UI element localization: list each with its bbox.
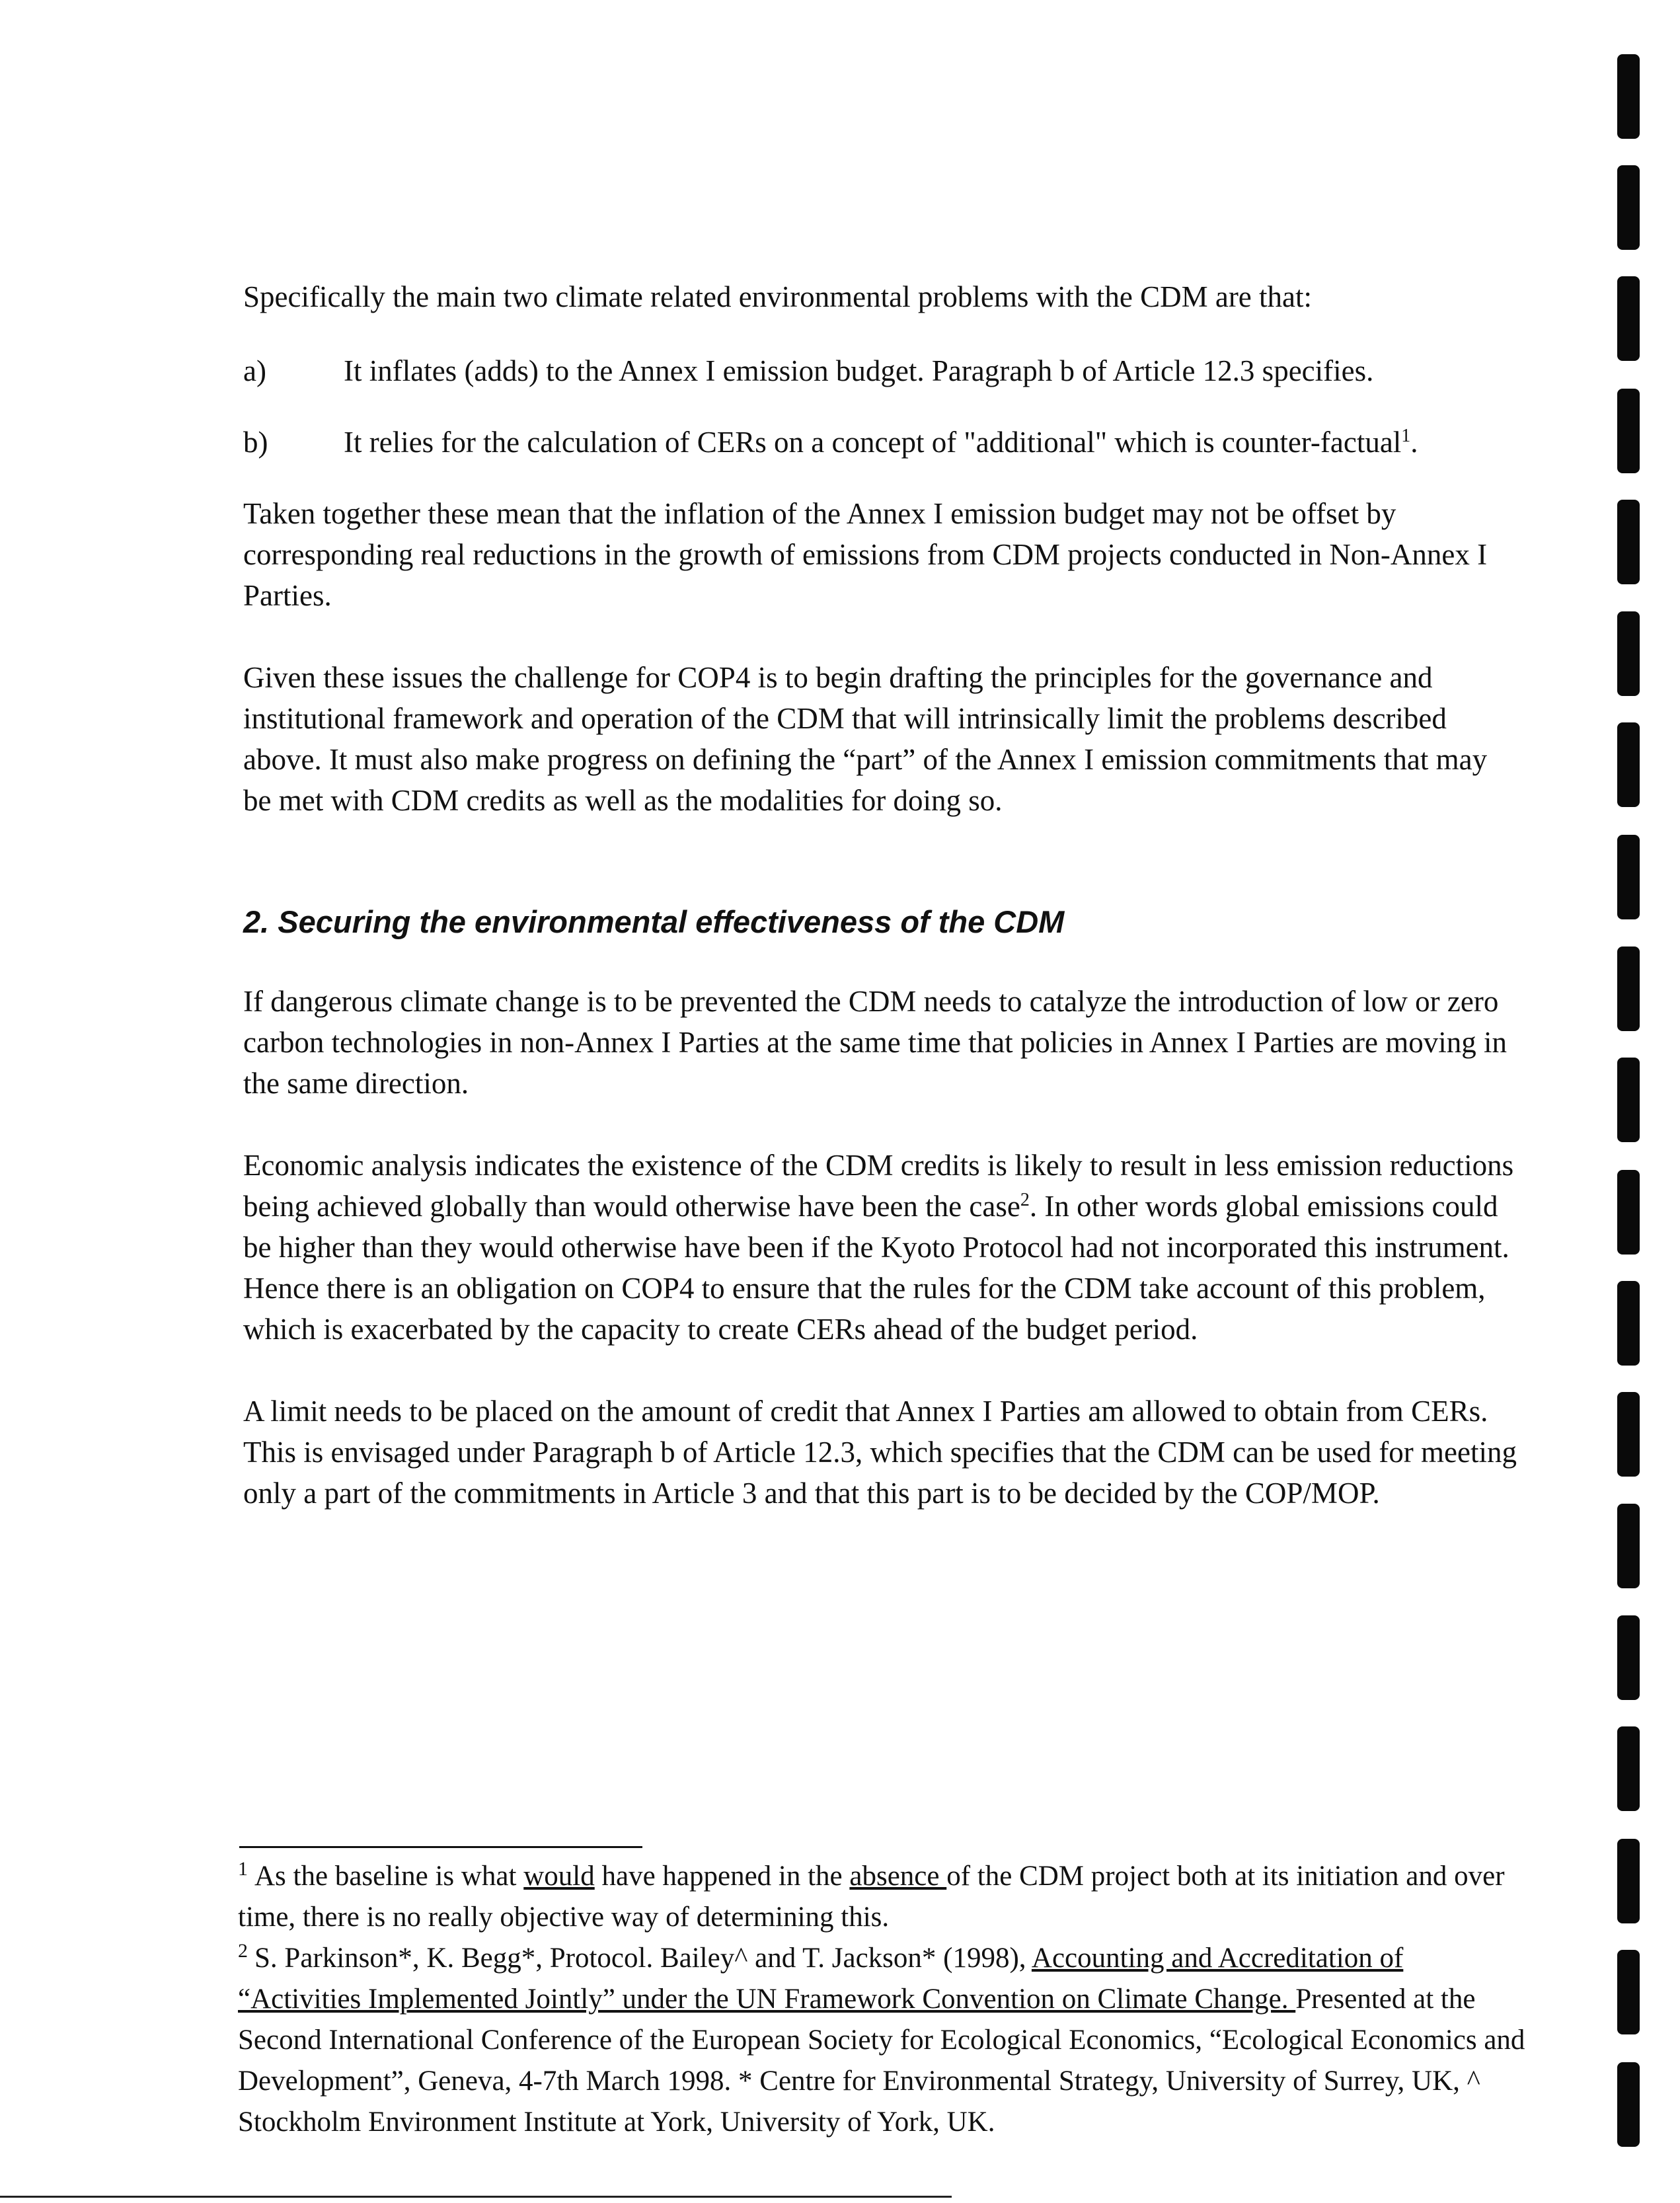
footnote-text: S. Parkinson*, K. Begg*, Protocol. Bailey^ and T. Jackson* (1998), [254, 1943, 1032, 1974]
footnote-text: have happened in the [594, 1861, 850, 1892]
binding-hole-mark [1617, 500, 1640, 584]
binding-hole-mark [1617, 276, 1640, 361]
footnote-1 [238, 1856, 1527, 1938]
footnote-number: 1 [238, 1857, 248, 1880]
paragraph-2: Given these issues the challenge for COP4 is to begin drafting the principles for the governance and institutional framework and operation of the CDM that will intrinsically limit the problems described above. It must also make progress on defining the “part” of the Annex I emission commitments that may be met with CDM credits as well as the modalities for doing so. [243, 661, 1488, 817]
binding-hole-mark [1617, 1615, 1640, 1700]
binding-marks [1617, 0, 1657, 2203]
list-marker: b) [243, 426, 268, 459]
footnote-text: As the baseline is what [254, 1861, 524, 1892]
paragraph-4-text-cont: . In other words global emissions could be higher than they would otherwise have been if the Kyoto Protocol had not incorporated this instrument. Hence there is an obligation on COP4 to ensure that the rules for the CDM take account of this problem, which is exacerbated by the capacity to create CERs ahead of the budget period. [243, 1190, 1509, 1346]
list-marker: a) [243, 354, 266, 387]
footnote-2 [238, 1938, 1527, 2143]
paragraph-5: A limit needs to be placed on the amount of credit that Annex I Parties am allowed to obtain from CERs. This is envisaged under Paragraph b of Article 12.3, which specifies that the CDM can be used for meeting only a part of the commitments in Article 3 and that this part is to be decided by the COP/MOP. [243, 1395, 1517, 1510]
footnote-emphasis: would [523, 1861, 595, 1892]
footnote-text: of the CDM project both at its initiation and over time, there is no really objective way of determining this. [238, 1861, 1505, 1933]
footnote-divider [239, 1846, 642, 1848]
footnote-ref-1[interactable]: 1 [1401, 426, 1411, 446]
footnote-number: 2 [238, 1939, 248, 1962]
main-text [243, 276, 1519, 1555]
paragraph-1: Taken together these mean that the inflation of the Annex I emission budget may not be offset by corresponding real reductions in the growth of emissions from CDM projects conducted in Non-Annex I Parties. [243, 497, 1488, 612]
binding-hole-mark [1617, 1839, 1640, 1923]
binding-hole-mark [1617, 835, 1640, 919]
binding-hole-mark [1617, 722, 1640, 807]
binding-hole-mark [1617, 1950, 1640, 2034]
footnote-ref-2[interactable]: 2 [1020, 1190, 1030, 1210]
scan-edge-line [0, 2196, 952, 2198]
binding-hole-mark [1617, 1170, 1640, 1255]
footnote-emphasis: absence [849, 1861, 947, 1892]
binding-hole-mark [1617, 1504, 1640, 1588]
binding-hole-mark [1617, 1281, 1640, 1366]
intro-paragraph: Specifically the main two climate related environmental problems with the CDM are that: [243, 280, 1313, 313]
binding-hole-mark [1617, 165, 1640, 250]
list-item-a [243, 350, 1519, 391]
paragraph-4-text: Economic analysis indicates the existence of the CDM credits is likely to result in less emission reductions being achieved globally than would otherwise have been the case [243, 1149, 1514, 1223]
list-item-text [344, 422, 1519, 463]
footnote-citation-title: Accounting and Accreditation of “Activities Implemented Jointly” under the UN Framework Convention on Climate Change. [238, 1943, 1404, 2015]
binding-hole-mark [1617, 54, 1640, 139]
list-item-text: It inflates (adds) to the Annex I emission budget. Paragraph b of Article 12.3 specifies. [344, 354, 1374, 387]
binding-hole-mark [1617, 1058, 1640, 1142]
section-heading: 2. Securing the environmental effectiveness of the CDM [243, 904, 1065, 939]
footnote-text: Presented at the Second International Conference of the European Society for Ecological Economics, “Ecological Economics and Development”, Geneva, 4-7th March 1998. * Centre for Environmental Strategy, University of Surrey, UK, ^ Stockholm Environment Institute at York, University of York, UK. [238, 1984, 1525, 2138]
list-item-text-tail: . [1410, 426, 1418, 459]
binding-hole-mark [1617, 2062, 1640, 2147]
binding-hole-mark [1617, 1392, 1640, 1477]
footnotes [238, 1856, 1527, 2143]
binding-hole-mark [1617, 611, 1640, 696]
paragraph-3: If dangerous climate change is to be prevented the CDM needs to catalyze the introduction of low or zero carbon technologies in non-Annex I Parties at the same time that policies in Annex I Parties are moving in the same direction. [243, 985, 1508, 1100]
list-item-b [243, 422, 1519, 463]
paragraph-4 [243, 1145, 1519, 1350]
list-item-text-body: It relies for the calculation of CERs on a concept of "additional" which is counter-factual [344, 426, 1402, 459]
binding-hole-mark [1617, 389, 1640, 473]
binding-hole-mark [1617, 947, 1640, 1031]
binding-hole-mark [1617, 1726, 1640, 1811]
